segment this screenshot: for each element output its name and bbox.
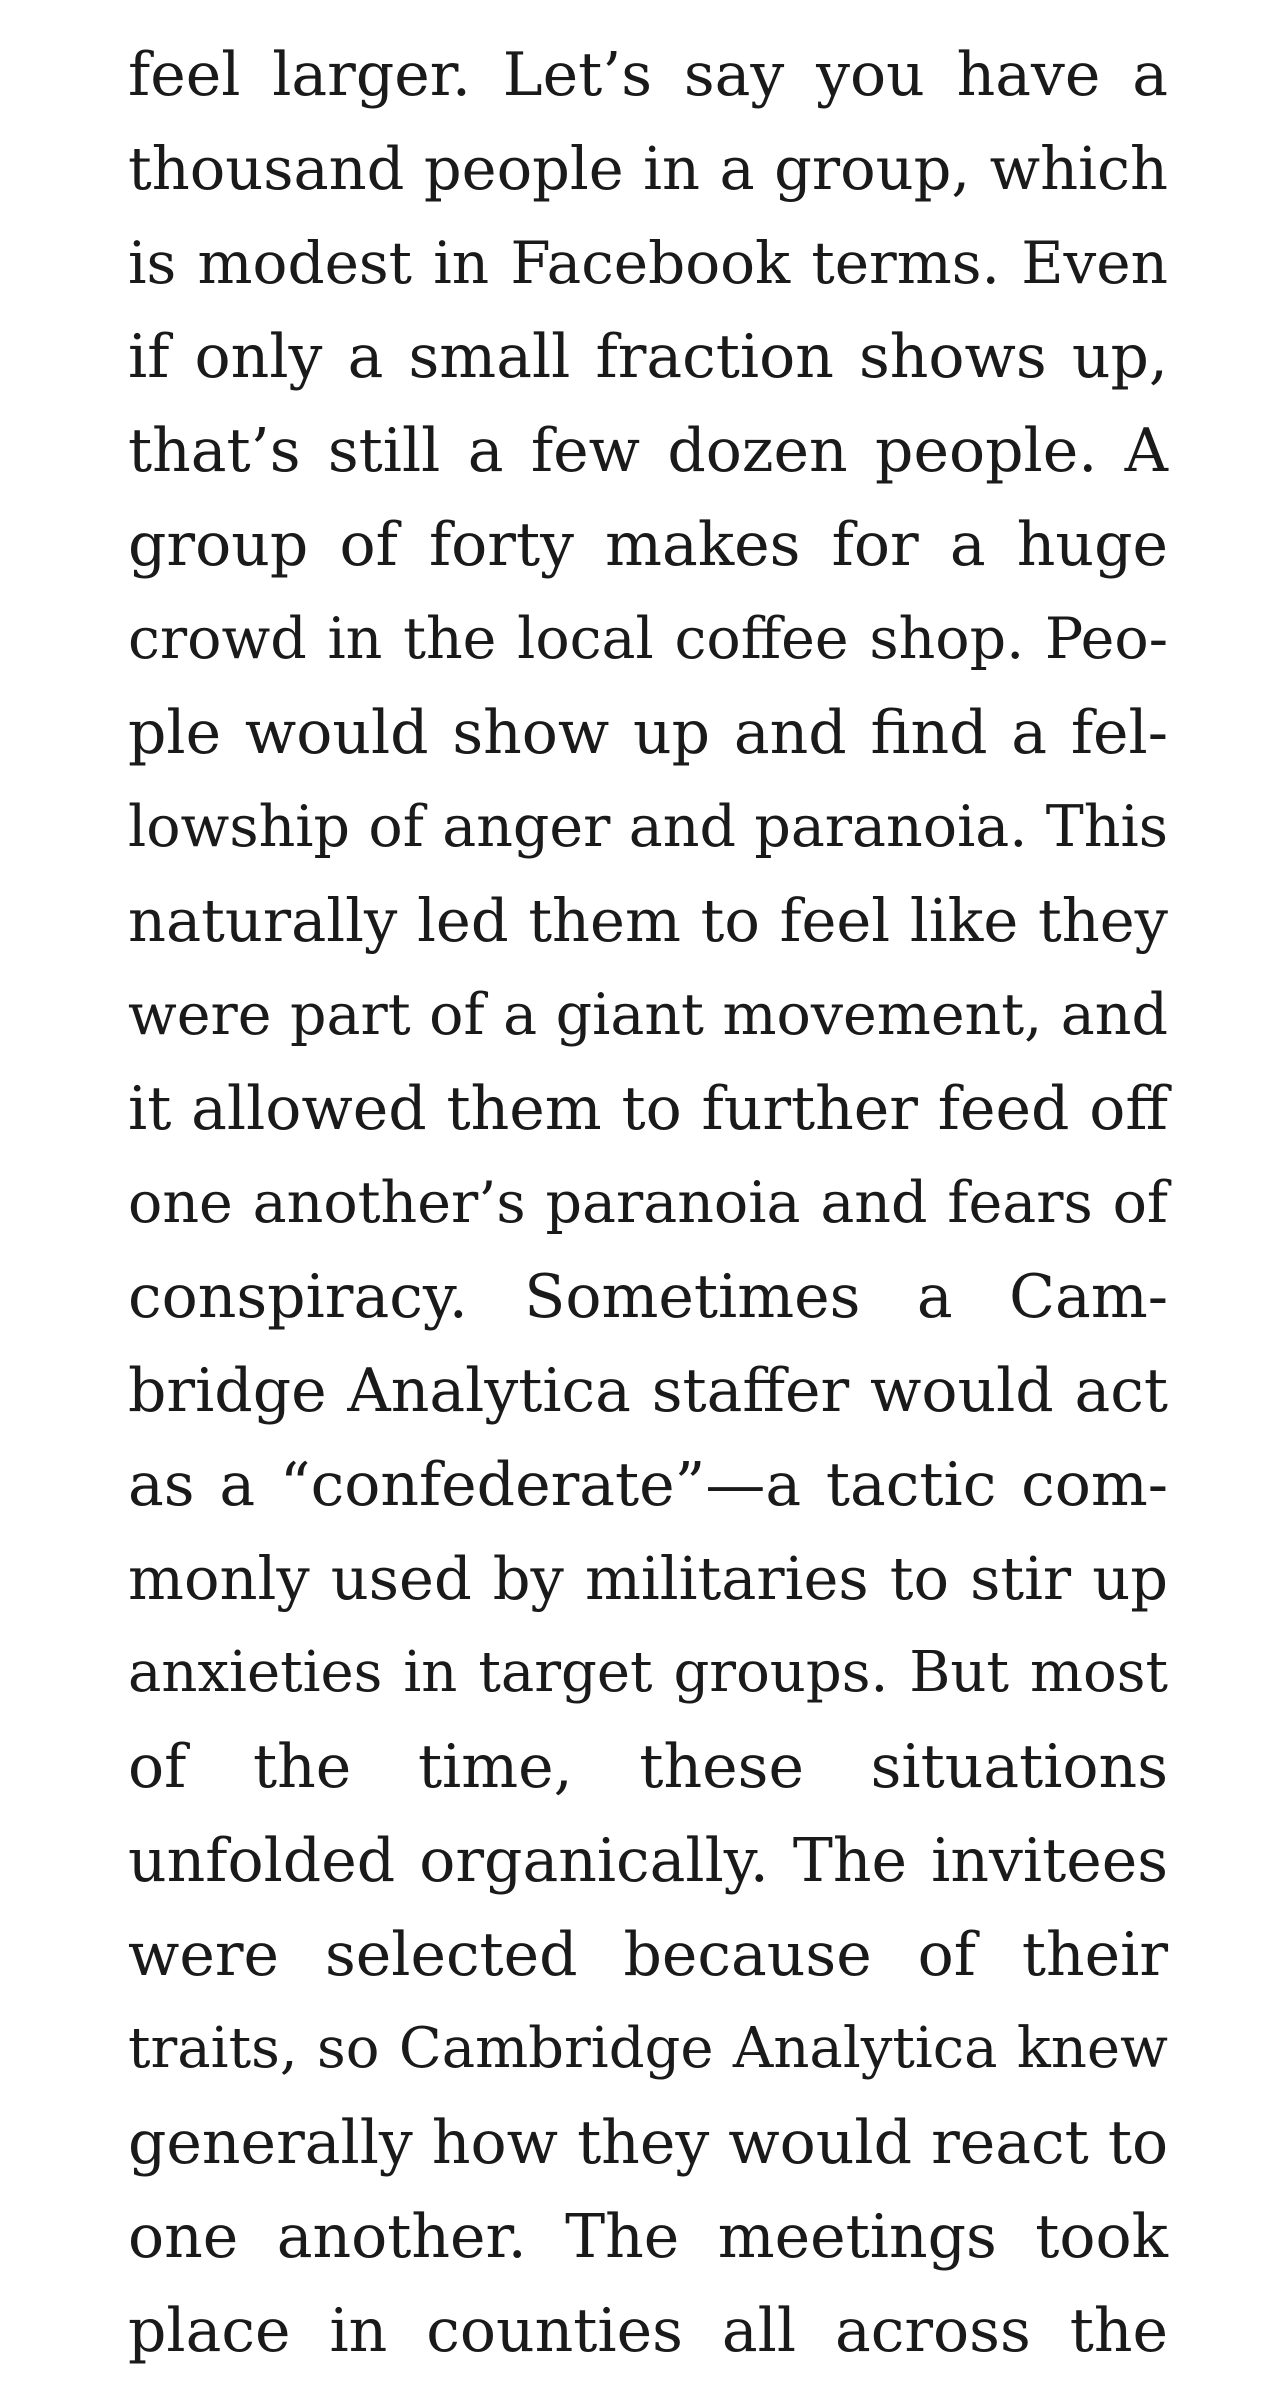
- text-line: generally how they would react to: [128, 2108, 1169, 2178]
- text-line: unfolded organically. The invitees: [128, 1826, 1168, 1896]
- text-line: anxieties in target groups. But most: [128, 1640, 1168, 1705]
- text-line: it allowed them to further feed off: [128, 1074, 1168, 1144]
- text-line: were part of a giant movement, and: [128, 982, 1168, 1048]
- text-line: bridge Analytica staffer would act: [128, 1356, 1168, 1426]
- text-line: crowd in the local coffee shop. Peo-: [128, 606, 1168, 672]
- text-line: that’s still a few dozen people. A: [128, 416, 1168, 486]
- text-line: group of forty makes for a huge: [128, 510, 1168, 580]
- text-line: one another. The meetings took: [128, 2202, 1168, 2272]
- document-page: [128, 28, 1168, 2378]
- text-line: were selected because of their: [128, 1920, 1168, 1990]
- text-line: ple would show up and find a fel-: [128, 698, 1168, 768]
- text-line: one another’s paranoia and fears of: [128, 1170, 1168, 1236]
- text-line: traits, so Cambridge Analytica knew: [128, 2016, 1168, 2081]
- text-line: as a “confederate”—a tactic com-: [128, 1450, 1168, 1520]
- text-line: feel larger. Let’s say you have a: [128, 40, 1168, 110]
- text-line: lowship of anger and paranoia. This: [128, 794, 1168, 860]
- text-line: of the time, these situations: [128, 1732, 1168, 1802]
- text-line: place in counties all across the: [128, 2296, 1168, 2366]
- text-line: thousand people in a group, which: [128, 134, 1168, 203]
- text-line: monly used by militaries to stir up: [128, 1544, 1168, 1613]
- text-line: if only a small fraction shows up,: [128, 322, 1168, 392]
- text-line: conspiracy. Sometimes a Cam-: [128, 1262, 1168, 1332]
- text-line: is modest in Facebook terms. Even: [128, 229, 1168, 297]
- text-line: naturally led them to feel like they: [128, 886, 1168, 955]
